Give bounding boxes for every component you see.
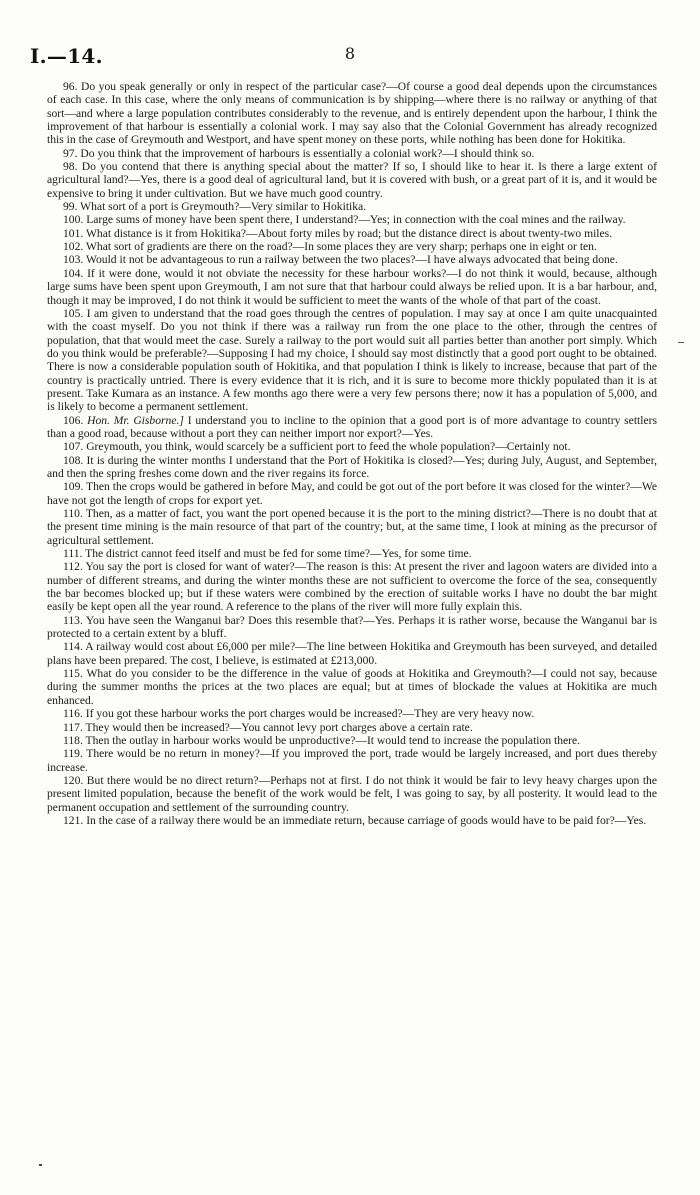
paragraph-110: 110. Then, as a matter of fact, you want the port opened because it is the port to the mining district?—There is no doubt that at the present time mining is the main resource of that part of the country; but, at the same time, I look at mining as the precursor of agricultural settlement. — [47, 507, 657, 547]
paragraph-107: 107. Greymouth, you think, would scarcely be a sufficient port to feed the whole population?—Certainly not. — [63, 440, 571, 454]
minutes-of-evidence — [47, 80, 657, 827]
paragraph-112: 112. You say the port is closed for want of water?—The reason is this: At present the river and lagoon waters are divided into a number of different streams, and during the winter months these are not sufficient to overcome the force of the sea, consequently the bar becomes blocked up; but if these waters were combined by the erection of suitable works I have no doubt the bar might easily be kept open all the year round. A reference to the plans of the river will more fully explain this. — [47, 560, 657, 614]
paragraph-99: 99. What sort of a port is Greymouth?—Very similar to Hokitika. — [63, 200, 367, 214]
paragraph-96: 96. Do you speak generally or only in respect of the particular case?—Of course a good deal depends upon the circumstances of each case. In this case, where the only means of communication is by shipping—where there is no railway or anything of that sort—and where a large population contributes considerably to the revenue, and is entirely dependent upon the harbour, I think the improvement of that harbour is essentially a colonial work. I may say also that the Colonial Government has already recognized this in the case of Greymouth and Westport, and have spent money on these ports, while nothing has been done for Hokitika. — [47, 80, 657, 147]
paragraph-104: 104. If it were done, would it not obviate the necessity for these harbour works?—I do not think it would, because, although large sums have been spent upon Greymouth, I am not sure that that harbour could always be relied upon. It is a bar harbour, and, though it may be improved, I do not think it would be sufficient to meet the wants of the whole of that part of the coast. — [47, 266, 657, 307]
paragraph-109: 109. Then the crops would be gathered in before May, and could be got out of the port before it was closed for the winter?—We have not got the length of crops for export yet. — [47, 480, 657, 507]
paragraph-103: 103. Would it not be advantageous to run a railway between the two places?—I have always advocated that being done. — [63, 253, 618, 267]
paragraph-98: 98. Do you contend that there is anything special about the matter? If so, I should like to hear it. Is there a large extent of agricultural land?—Yes, there is a good deal of agricultural land, but it is covered with bush, or a great part of it is, and it would be expensive to bring it under cultivation. But we have much good country. — [47, 160, 657, 200]
paragraph-115: 115. What do you consider to be the difference in the value of goods at Hokitika and Greymouth?—I could not say, because during the summer months the prices at the two places are equal; but at times of blockade the values at Hokitika are much enhanced. — [47, 667, 657, 707]
page-number: 8 — [344, 44, 356, 63]
paragraph-119: 119. There would be no return in money?—If you improved the port, trade would be largely increased, and port dues thereby increase. — [47, 747, 657, 774]
paragraph-100: 100. Large sums of money have been spent there, I understand?—Yes; in connection with the coal mines and the railway. — [63, 213, 626, 227]
paragraph-106-speaker: Hon. Mr. Gisborne.] — [87, 413, 184, 427]
paragraph-105: 105. I am given to understand that the road goes through the centres of population. I may say at once I am quite unacquainted with the coast myself. Do you not think if there was a railway run from the one place to the other, through the centres of population, that that would meet the case. Surely a railway to the port would suit all parties better than another port simply. Which do you think would be preferable?—Supposing I had my choice, I should say most distinctly that a good port ought to be obtained. There is now a considerable population south of Hokitika, and that population I think is likely to increase, because that part of the country is practically untried. There is every evidence that it is rich, and it is sure to become more thickly populated than it is at present. Take Kumara as an instance. A few months ago there were a very few persons there; now it has a population of 5,000, and is likely to become a permanent settlement. — [47, 306, 657, 414]
paragraph-106 — [47, 414, 657, 441]
paragraph-117: 117. They would then be increased?—You cannot levy port charges above a certain rate. — [63, 720, 473, 734]
paragraph-101: 101. What distance is it from Hokitika?—About forty miles by road; but the distance direct is about twenty-two miles. — [63, 226, 613, 240]
document-reference: I.—14. — [30, 44, 103, 68]
footer-dot — [39, 1164, 42, 1166]
paragraph-108: 108. It is during the winter months I understand that the Port of Hokitika is closed?—Yes; during July, August, and September, and then the spring freshes come down and the river regains its force. — [47, 453, 657, 480]
paragraph-116: 116. If you got these harbour works the port charges would be increased?—They are very heavy now. — [63, 707, 535, 721]
paragraph-113: 113. You have seen the Wanganui bar? Does this resemble that?—Yes. Perhaps it is rather worse, because the Wanganui bar is protected to a certain extent by a bluff. — [47, 613, 657, 641]
paragraph-106-number: 106. — [63, 413, 84, 427]
page-header — [30, 44, 670, 66]
margin-mark — [678, 342, 684, 343]
paragraph-120: 120. But there would be no direct return?—Perhaps not at first. I do not think it would be fair to levy heavy charges upon the present limited population, because the benefit of the work would be felt, I was going to say, by all posterity. It would lead to the permanent occupation and settlement of the surrounding country. — [47, 773, 657, 814]
paragraph-118: 118. Then the outlay in harbour works would be unproductive?—It would tend to increase the population there. — [63, 733, 581, 747]
paragraph-114: 114. A railway would cost about £6,000 per mile?—The line between Hokitika and Greymouth has been surveyed, and detailed plans have been prepared. The cost, I believe, is estimated at £213,000. — [47, 640, 657, 667]
paragraph-97: 97. Do you think that the improvement of harbours is essentially a colonial work?—I should think so. — [63, 146, 535, 160]
paragraph-121: 121. In the case of a railway there would be an immediate return, because carriage of goods would have to be paid for?—Yes. — [63, 813, 647, 827]
paragraph-106-text: I understand you to incline to the opinion that a good port is of more advantage to country settlers than a good road, because without a port they can neither import nor export?—Yes. — [47, 413, 658, 440]
paragraph-111: 111. The district cannot feed itself and must be fed for some time?—Yes, for some time. — [63, 547, 472, 561]
paragraph-102: 102. What sort of gradients are there on the road?—In some places they are very sharp; perhaps one in eight or ten. — [63, 240, 597, 254]
